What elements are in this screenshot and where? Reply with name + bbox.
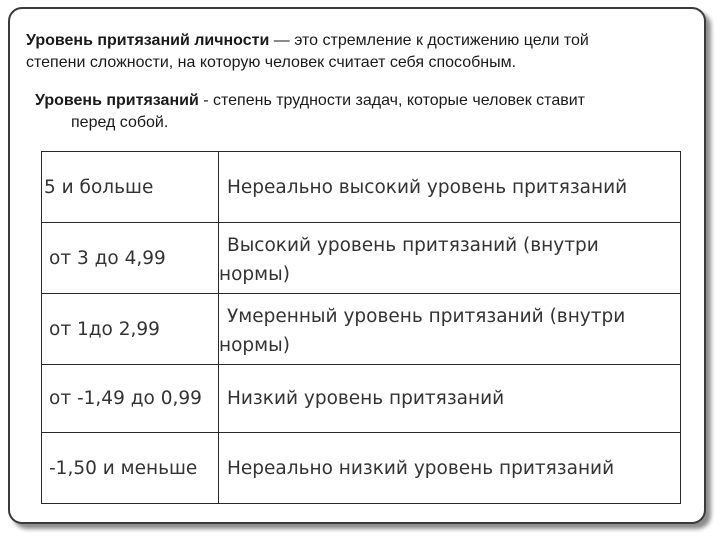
definition-text-line2: степени сложности, на которую человек считает себя способным.: [26, 54, 517, 71]
table-row: [42, 152, 681, 223]
description-cell: Нереально низкий уровень притязаний: [219, 433, 681, 504]
definition2-text-line2: перед собой.: [71, 114, 169, 131]
description-line2: нормы): [219, 335, 290, 356]
description-cell: [219, 294, 681, 365]
description-line1: Умеренный уровень притязаний (внутри: [227, 306, 626, 327]
table-row: [42, 294, 681, 365]
definition2-term: Уровень притязаний: [35, 92, 199, 109]
score-cell: от -1,49 до 0,99: [42, 365, 219, 433]
definition-term: Уровень притязаний личности: [26, 32, 270, 49]
table-row: [42, 365, 681, 433]
levels-table: [41, 151, 681, 504]
table-row: [42, 223, 681, 294]
definition-paragraph: [26, 30, 696, 74]
definition2-text-line1: - степень трудности задач, которые человек ставит: [198, 92, 585, 109]
description-line1: Высокий уровень притязаний (внутри: [227, 235, 599, 256]
table-row: [42, 433, 681, 504]
description-cell: [219, 223, 681, 294]
score-cell: от 1до 2,99: [42, 294, 219, 365]
description-cell: Низкий уровень притязаний: [219, 365, 681, 433]
definition-text-line1: — это стремление к достижению цели той: [269, 32, 589, 49]
description-line2: нормы): [219, 264, 290, 285]
description-cell: Нереально высокий уровень притязаний: [219, 152, 681, 223]
score-cell: 5 и больше: [42, 152, 219, 223]
definition2-paragraph: [35, 90, 685, 134]
score-cell: -1,50 и меньше: [42, 433, 219, 504]
score-cell: от 3 до 4,99: [42, 223, 219, 294]
